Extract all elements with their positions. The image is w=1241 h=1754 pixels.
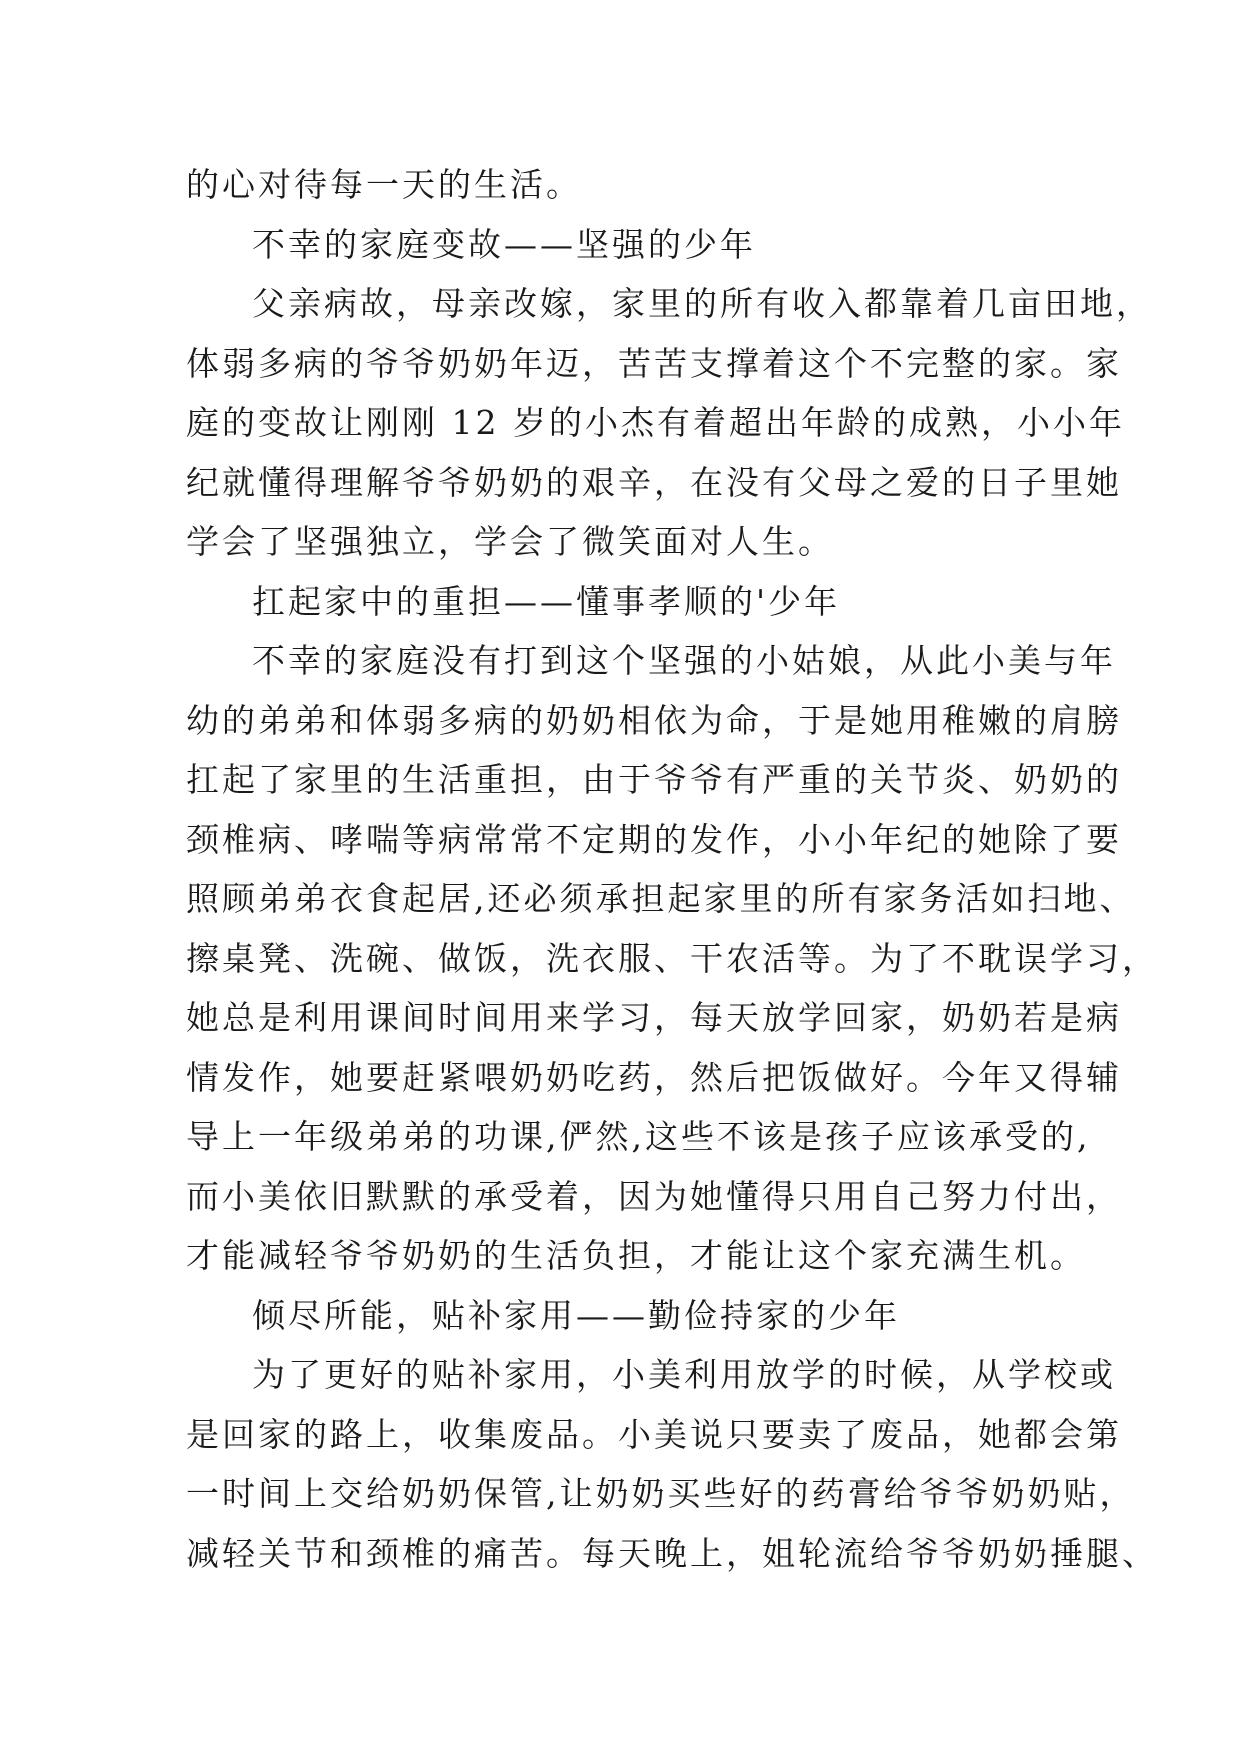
text-line-16: 情发作，她要赶紧喂奶奶吃药，然后把饭做好。今年又得辅 bbox=[186, 1057, 1122, 1097]
text-line-5: 庭的变故让刚刚 12 岁的小杰有着超出年龄的成熟，小小年 bbox=[186, 403, 1125, 442]
text-line-1: 的心对待每一天的生活。 bbox=[186, 165, 582, 204]
text-line-15: 她总是利用课间时间用来学习，每天放学回家，奶奶若是病 bbox=[186, 998, 1122, 1037]
text-line-14: 擦桌凳、洗碗、做饭，洗衣服、干农活等。为了不耽误学习， bbox=[186, 938, 1158, 978]
text-line-4: 体弱多病的爷爷奶奶年迈，苦苦支撑着这个不完整的家。家 bbox=[186, 343, 1122, 383]
section-heading-2: 扛起家中的重担——懂事孝顺的'少年 bbox=[252, 581, 841, 621]
text-line-3: 父亲病故，母亲改嫁，家里的所有收入都靠着几亩田地， bbox=[252, 284, 1152, 323]
text-line-13: 照顾弟弟衣食起居,还必须承担起家里的所有家务活如扫地、 bbox=[186, 879, 1136, 918]
text-line-10: 幼的弟弟和体弱多病的奶奶相依为命，于是她用稚嫩的肩膀 bbox=[186, 700, 1122, 740]
section-heading-1: 不幸的家庭变故——坚强的少年 bbox=[252, 224, 756, 264]
text-line-21: 为了更好的贴补家用，小美利用放学的时候，从学校或 bbox=[252, 1355, 1116, 1394]
section-heading-3: 倾尽所能，贴补家用——勤俭持家的少年 bbox=[252, 1295, 900, 1335]
text-line-12: 颈椎病、哮喘等病常常不定期的发作，小小年纪的她除了要 bbox=[186, 819, 1122, 859]
text-line-9: 不幸的家庭没有打到这个坚强的小姑娘，从此小美与年 bbox=[252, 641, 1116, 680]
text-line-19: 才能减轻爷爷奶奶的生活负担，才能让这个家充满生机。 bbox=[186, 1236, 1086, 1275]
text-line-23: 一时间上交给奶奶保管,让奶奶买些好的药膏给爷爷奶奶贴， bbox=[186, 1474, 1136, 1513]
text-line-22: 是回家的路上，收集废品。小美说只要卖了废品，她都会第 bbox=[186, 1414, 1122, 1454]
text-line-11: 扛起了家里的生活重担，由于爷爷有严重的关节炎、奶奶的 bbox=[186, 760, 1122, 799]
text-line-18: 而小美依旧默默的承受着，因为她懂得只用自己努力付出， bbox=[186, 1176, 1122, 1216]
text-line-6: 纪就懂得理解爷爷奶奶的艰辛，在没有父母之爱的日子里她 bbox=[186, 462, 1122, 502]
text-line-17: 导上一年级弟弟的功课,俨然,这些不该是孩子应该承受的, bbox=[186, 1117, 1091, 1156]
text-line-7: 学会了坚强独立，学会了微笑面对人生。 bbox=[186, 522, 834, 561]
text-line-24: 减轻关节和颈椎的痛苦。每天晚上，姐轮流给爷爷奶奶捶腿、 bbox=[186, 1533, 1158, 1573]
document-page bbox=[186, 155, 1158, 1583]
